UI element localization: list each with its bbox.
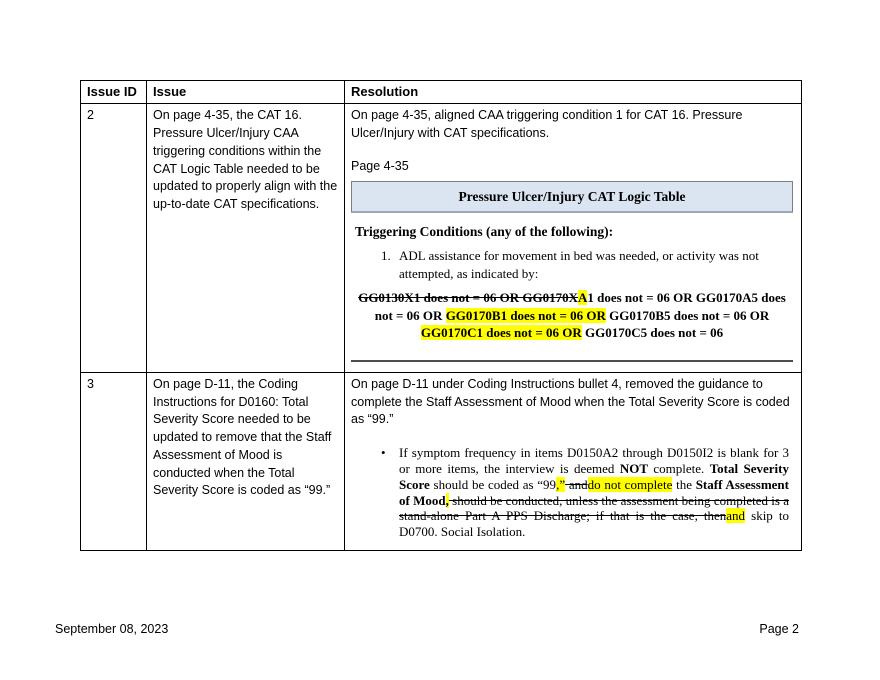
issue-id-cell: 3 [81, 372, 147, 550]
footer-date: September 08, 2023 [55, 622, 169, 636]
page-reference: Page 4-35 [351, 158, 409, 173]
issue-resolution-table [80, 80, 802, 551]
footer-page-number: Page 2 [759, 622, 799, 636]
triggering-conditions-heading: Triggering Conditions (any of the following): [355, 223, 614, 239]
col-header-issue: Issue [147, 81, 345, 104]
col-header-issue-id: Issue ID [81, 81, 147, 104]
coding-instructions-bullet [381, 445, 795, 540]
table-row-issue-2 [81, 104, 802, 372]
triggering-condition-item [381, 247, 793, 282]
cat-logic-table-title: Pressure Ulcer/Injury CAT Logic Table [351, 181, 793, 213]
resolution-cell [345, 372, 802, 550]
table-row-issue-3 [81, 372, 802, 550]
issue-cell: On page 4-35, the CAT 16. Pressure Ulcer/Injury CAA triggering conditions within the CAT Logic Table needed to be updated to properly align with the up-to-date CAT specifications. [147, 104, 345, 372]
cat-logic-table [351, 181, 793, 362]
list-number: 1. [381, 248, 391, 264]
bullet-icon: • [381, 445, 386, 460]
col-header-resolution: Resolution [345, 81, 802, 104]
issue-cell: On page D-11, the Coding Instructions for D0160: Total Severity Score needed to be updated to remove that the Staff Assessment of Mood is conducted when the Total Severity Score is coded as “99.” [147, 372, 345, 550]
resolution-intro: On page 4-35, aligned CAA triggering condition 1 for CAT 16. Pressure Ulcer/Injury with CAT specifications. [351, 108, 743, 141]
bullet-text: If symptom frequency in items D0150A2 through D0150I2 is blank for 3 or more items, the interview is deemed NOT complete. Total Severity Score should be coded as “99,” anddo not complete the Staff Assessment of Mood, should be conducted, unless the assessment being completed is a stand-alone Part A PPS Discharge; if that is the case, thenand skip to D0700. Social Isolation. [399, 445, 789, 540]
table-header-row [81, 81, 802, 104]
resolution-cell [345, 104, 802, 372]
issue-id-cell: 2 [81, 104, 147, 372]
list-text: ADL assistance for movement in bed was needed, or activity was not attempted, as indicated by: [399, 248, 759, 281]
gg-codes-paragraph: GG0130X1 does not = 06 OR GG0170XA1 does not = 06 OR GG0170A5 does not = 06 OR GG0170B1 does not = 06 OR GG0170B5 does not = 06 OR GG0170C1 does not = 06 OR GG0170C5 does not = 06 [358, 290, 786, 341]
resolution-intro: On page D-11 under Coding Instructions bullet 4, removed the guidance to complete the Staff Assessment of Mood when the Total Severity Score is coded as “99.” [351, 376, 790, 427]
